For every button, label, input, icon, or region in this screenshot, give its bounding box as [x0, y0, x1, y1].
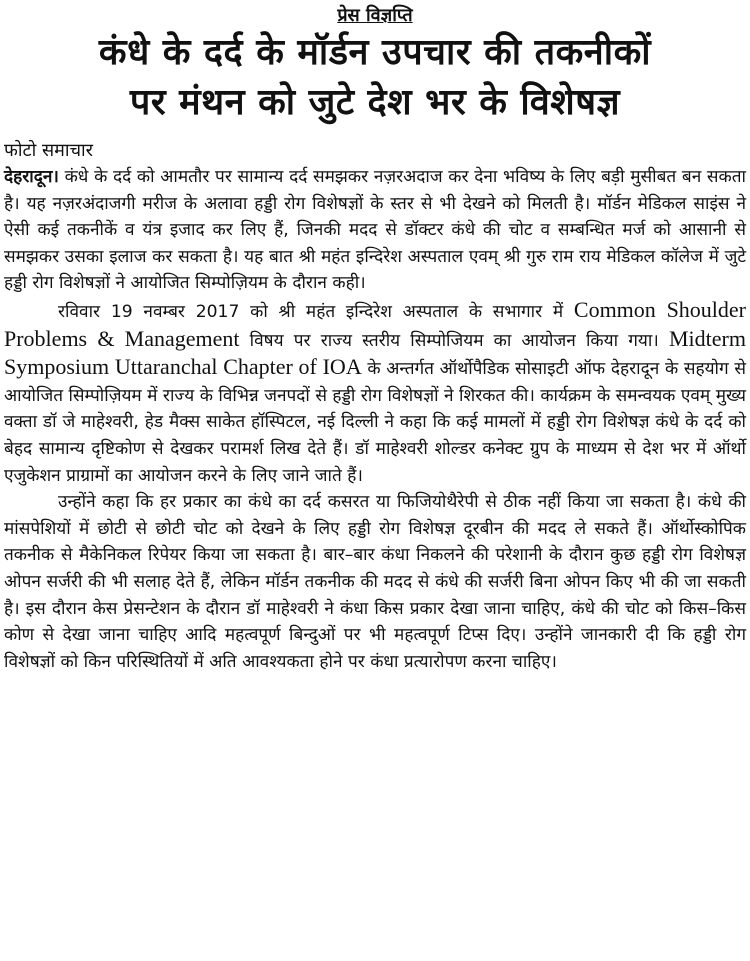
headline-line-1: कंधे के दर्द के मॉर्डन उपचार की तकनीकों: [98, 32, 652, 73]
byline: फोटो समाचार: [4, 140, 94, 161]
paragraph-3: उन्होंने कहा कि हर प्रकार का कंधे का दर्द कसरत या फिजियोथैरेपी से ठीक नहीं किया जा सकता है। कंधे की मांसपेशियों में छोटी से छोटी चोट को देखने के लिए हड्डी रोग विशेषज्ञ दूरबीन की मदद ले सकते हैं। ऑर्थोस्कोपिक तकनीक से मैकेनिकल रिपेयर किया जा सकता है। बार–बार कंधा निकलने की परेशानी के दौरान कुछ हड्डी रोग विशेषज्ञ ओपन सर्जरी की भी सलाह देते हैं, लेकिन मॉर्डन तकनीक की मदद से कंधे की सर्जरी बिना ओपन किए भी की जा सकती है। इस दौरान केस प्रेसन्टेशन के दौरान डॉ माहेश्वरी ने कंधा किस प्रकार देखा जाना चाहिए, कंधे की चोट को किस–किस कोण से देखा जाना चाहिए आदि महत्वपूर्ण बिन्दुओं पर भी महत्वपूर्ण टिप्स दिए। उन्होंने जानकारी दी कि हड्डी रोग विशेषज्ञों को किन परिस्थितियों में अति आवश्यकता होने पर कंधा प्रत्यारोपण करना चाहिए।: [4, 492, 746, 672]
dateline-place: देहरादून।: [4, 167, 59, 187]
paragraph-2-text-b: विषय पर राज्य स्तरीय सिम्पोजियम का आयोजन किया गया।: [239, 330, 669, 351]
headline: [4, 28, 746, 128]
paragraph-1: [4, 164, 746, 297]
paragraph-2: [4, 297, 746, 489]
paragraph-2-text-c: के अन्तर्गत ऑर्थोपैडिक सोसाइटी ऑफ देहरादून के सहयोग से आयोजित सिम्पोज़ियम में राज्य के विभिन्न जनपदों से हड्डी रोग विशेषज्ञों ने शिरकत की। कार्यक्रम के समन्वयक एवम् मुख्य वक्ता डॉ जे माहेश्वरी, हेड मैक्स साकेत हॉस्पिटल, नई दिल्ली ने कहा कि कई मामलों में हड्डी रोग विशेषज्ञ कंधे के दर्द को बेहद सामान्य दृष्टिकोण से देखकर परामर्श लिख देते हैं। डॉ माहेश्वरी शोल्डर कनेक्ट ग्रुप के माध्यम से देश भर में ऑर्थो एजुकेशन प्राग्रामों का आयोजन करने के लिए जाने जाते हैं।: [4, 359, 746, 486]
symposium-name: Midterm Symposium Uttaranchal Chapter of IOA: [4, 325, 746, 380]
symposium-topic: Common Shoulder Problems & Management: [4, 296, 747, 351]
paragraph-2-text-a: रविवार 19 नवम्बर 2017 को श्री महंत इन्दिरेश अस्पताल के सभागार में: [58, 301, 574, 322]
paragraph-1-text: कंधे के दर्द को आमतौर पर सामान्य दर्द समझकर नज़रअदाज कर देना भविष्य के लिए बड़ी मुसीबत बन सकता है। यह नज़रअंदाजगी मरीज के अलावा हड्डी रोग विशेषज्ञों के स्तर से भी देखने को मिलती है। मॉर्डन मेडिकल साइंस ने ऐसी कई तकनीकें व यंत्र इजाद कर लिए हैं, जिनकी मदद से डॉक्टर कंधे की चोट व सम्बन्धित मर्ज को आसानी से समझकर उसका इलाज कर सकता है। यह बात श्री महंत इन्दिरेश अस्पताल एवम् श्री गुरु राम राय मेडिकल कॉलेज में जुटे हड्डी रोग विशेषज्ञों ने आयोजित सिम्पोज़ियम के दौरान कही।: [4, 167, 746, 294]
headline-line-2: पर मंथन को जुटे देश भर के विशेषज्ञ: [129, 82, 621, 123]
press-release-label: प्रेस विज्ञप्ति: [337, 5, 413, 26]
